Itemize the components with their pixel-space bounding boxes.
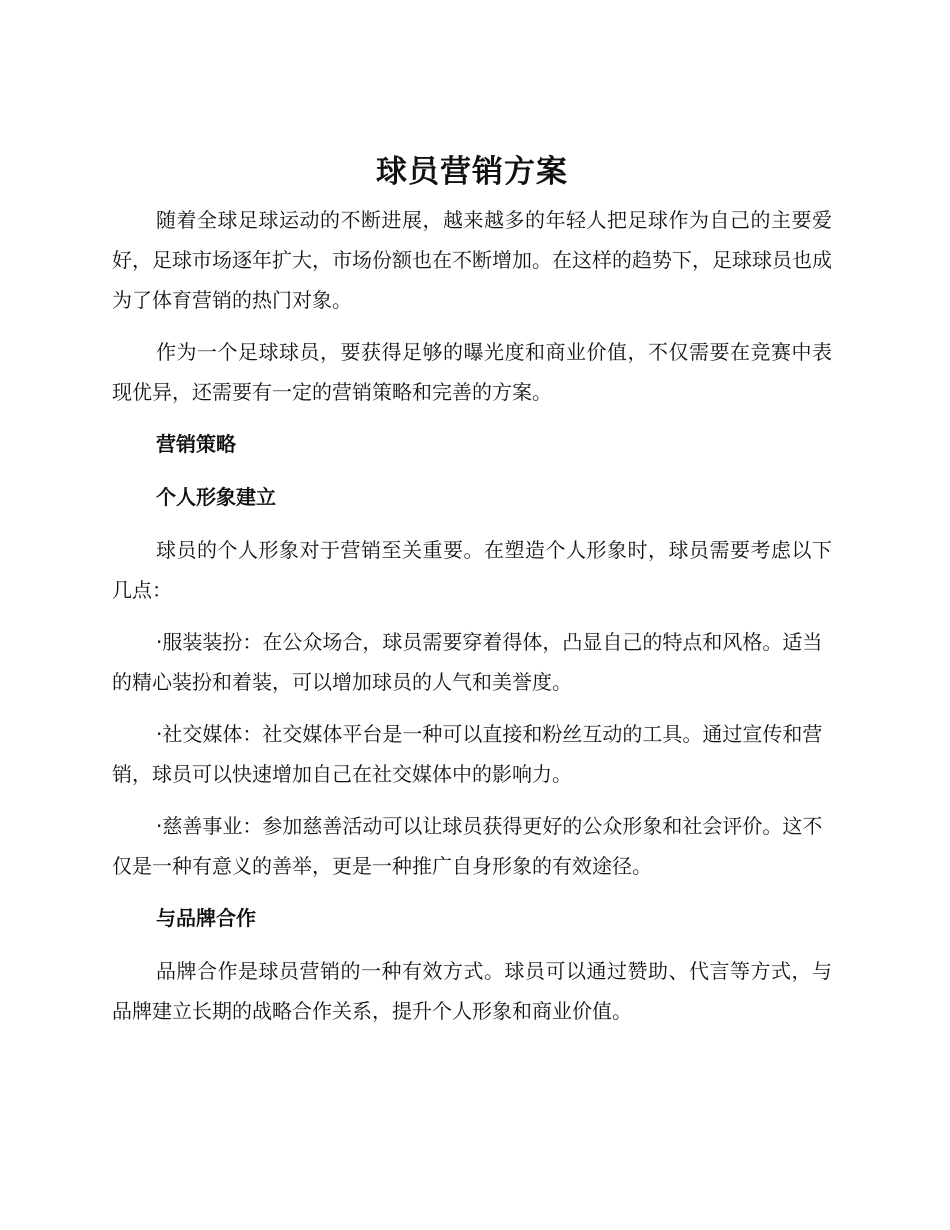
bullet-mark: ·	[156, 814, 163, 838]
bullet-text: 社交媒体：社交媒体平台是一种可以直接和粉丝互动的工具。通过宣传和营销，球员可以快速增加自己在社交媒体中的影响力。	[112, 722, 823, 786]
document-page	[112, 148, 832, 1043]
bullet-text: 慈善事业：参加慈善活动可以让球员获得更好的公众形象和社会评价。这不仅是一种有意义的善举，更是一种推广自身形象的有效途径。	[112, 814, 823, 878]
bullet-item-clothing	[112, 622, 832, 702]
bullet-mark: ·	[156, 630, 163, 654]
bullet-mark: ·	[156, 722, 163, 746]
document-title: 球员营销方案	[376, 154, 568, 190]
brand-paragraph: 品牌合作是球员营销的一种有效方式。球员可以通过赞助、代言等方式，与品牌建立长期的战略合作关系，提升个人形象和商业价值。	[112, 959, 832, 1023]
bullet-item-social-media	[112, 714, 832, 794]
intro-paragraph-2: 作为一个足球球员，要获得足够的曝光度和商业价值，不仅需要在竞赛中表现优异，还需要有一定的营销策略和完善的方案。	[112, 340, 832, 404]
intro-paragraph-1: 随着全球足球运动的不断进展，越来越多的年轻人把足球作为自己的主要爱好，足球市场逐年扩大，市场份额也在不断增加。在这样的趋势下，足球球员也成为了体育营销的热门对象。	[112, 208, 832, 312]
bullet-item-charity	[112, 806, 832, 886]
section-heading-strategy: 营销策略	[156, 432, 236, 456]
bullet-text: 服装装扮：在公众场合，球员需要穿着得体，凸显自己的特点和风格。适当的精心装扮和着装，可以增加球员的人气和美誉度。	[112, 630, 823, 694]
subsection-heading-brand: 与品牌合作	[156, 906, 256, 930]
subsection-heading-image: 个人形象建立	[156, 485, 276, 509]
image-paragraph: 球员的个人形象对于营销至关重要。在塑造个人形象时，球员需要考虑以下几点：	[112, 538, 832, 602]
